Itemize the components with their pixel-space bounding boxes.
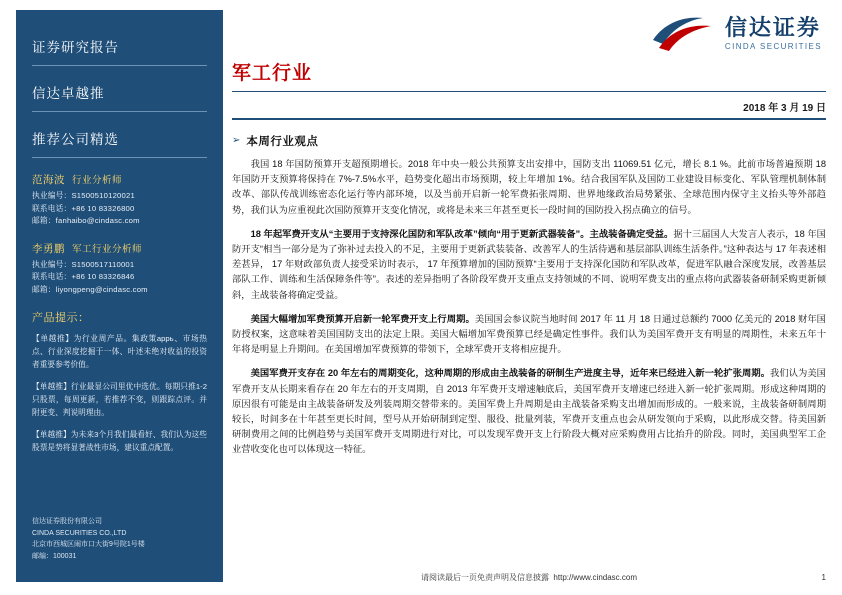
analyst-name: 范海波 <box>32 174 65 186</box>
sidebar-header <box>16 10 223 158</box>
paragraph-lead: 18 年起军费开支从“主要用于支持深化国防和军队改革”倾向“用于更新武器装备”。主战装备确定受益。 <box>250 228 674 239</box>
section-header <box>232 133 826 149</box>
sidebar-subtitle: 信达卓越推 <box>32 82 207 112</box>
website-url[interactable]: http://www.cindasc.com <box>553 573 638 582</box>
paragraph <box>232 312 826 358</box>
product-tips-title: 产品提示： <box>32 312 90 324</box>
disclaimer-note: 请阅读最后一页免责声明及信息披露 <box>420 573 549 582</box>
title-divider <box>232 91 826 92</box>
analyst-role: 行业分析师 <box>72 175 123 186</box>
report-date: 2018 年 3 月 19 日 <box>743 103 826 114</box>
analyst-name-row <box>32 241 207 256</box>
paragraph-text: 我们认为美国军费开支从长期来看存在 20 年左右的开支周期，自 2013 年军费开支增速触底后，美国军费开支增速已经进入新一轮扩张周期。形成这种周期的原因很有可能是由主战装备研发及列装周期交替带来的。美国军费上升周期是由主战装备采购支出增加而形成的。一般来说，主战装备研制周期较长，时间多在十年甚至更长时间，型号从开始研制到定型、服役、批量列装，军费开支重点也会从研发领向于采购，以此形成交替。待美国新研制费用之间的比例趋势与美国军费开支周期进行对比，可以发现军费开支上行阶段大概对应采购费用占比抬升的阶段。同时，美国典型军工企业营收变化也可以体现这一特征。 <box>232 368 826 455</box>
analyst-email[interactable]: 邮箱：fanhaibo@cindasc.com <box>32 216 140 225</box>
company-name-en: CINDA SECURITIES CO.,LTD <box>32 529 127 537</box>
company-address: 北京市西城区闹市口大街9号院1号楼 <box>32 541 145 548</box>
company-address-block <box>32 516 213 562</box>
product-tip: 【单越推】为行业周产品。集政策аррь、市场热点、行业深度挖掘于一体、叶述未绝对收益的投资者重要参考价值。 <box>32 334 207 369</box>
brand-name-cn: 信达证券 <box>724 15 821 41</box>
paragraph <box>232 157 826 218</box>
brand-name-en: CINDA SECURITIES <box>724 41 822 51</box>
paragraph <box>232 366 826 457</box>
paragraph-text: 据十三届国人大发言人表示，18 年国防开支“相当一部分是为了弥补过去投入的不足，主要用于更新武装装备、改善军人的生活待遇和基层部队训练生活条件。”这种表达与 17 年表述相差甚异， 17 年财政部负责人接受采访时表示， 17 年预算增加的国防预算“主要用于支持深化国防和军队改革，促进军队融合深度发展，改善基层部队工作、训练和生活保障条件等”。表述的差异指明了各阶段军费开支重点支持领域的不同、说明军费支出的重点将向武器装备研制采购更新倾斜，主战装备将确定受益。 <box>232 228 826 300</box>
analyst-name: 李勇鹏 <box>32 242 65 255</box>
product-tip: 【单越推】行业最显公司里优中选优。每期只推1-2只股票，每周更新，若推荐不变，则跟踪点评。并附更变、判说明理由。 <box>32 382 207 417</box>
sidebar-subtitle-2: 推荐公司精选 <box>32 128 207 158</box>
analyst-name-row <box>32 172 207 187</box>
sidebar <box>16 10 223 582</box>
main-content <box>232 10 826 467</box>
paragraph <box>232 227 826 303</box>
date-divider <box>232 118 826 120</box>
analyst-email[interactable]: 邮箱：liyongpeng@cindasc.com <box>32 284 148 294</box>
analyst-license: 执业编号：S1500517110001 <box>32 259 135 269</box>
page-number: 1 <box>821 573 826 582</box>
analyst-card <box>16 241 223 297</box>
company-name-cn: 信达证券股份有限公司 <box>32 518 102 525</box>
analyst-role: 军工行业分析师 <box>72 243 143 255</box>
company-postcode: 邮编：100031 <box>32 552 77 560</box>
page-title: 军工行业 <box>232 63 313 84</box>
paragraph-lead: 美国军费开支存在 20 年左右的周期变化，这种周期的形成由主战装备的研制生产进度主导，近年来已经进入新一轮扩张周期。 <box>250 368 771 379</box>
article-body <box>232 157 826 458</box>
analyst-card <box>16 172 223 228</box>
paragraph-lead: 美国大幅增加军费预算开启新一轮军费开支上行周期。 <box>250 313 475 324</box>
paragraph-text: 美国国会参议院当地时间 2017 年 11 月 18 日通过总额约 7000 亿美元的 2018 财年国防授权案，这意味着美国国防支出的法定上限。美国大幅增加军费预算已经是确定性事件。我们认为美国军费开支有明显的周期性，未来五年十年将是明显上升期间。在美国增加军费预算的带领下，全球军费开支将相应提升。 <box>232 313 826 355</box>
analyst-phone: 联系电话：+86 10 83326846 <box>32 272 135 281</box>
analyst-license: 执业编号：S1500510120021 <box>32 191 135 200</box>
analyst-phone: 联系电话：+86 10 83326800 <box>32 203 135 213</box>
sidebar-title: 证券研究报告 <box>32 36 207 66</box>
section-title: 本周行业观点 <box>246 136 319 148</box>
product-tip: 【单越推】为未来3个月我们最看好、我们认为这些股票是势将显著战性市场，建议重点配置。 <box>32 430 207 452</box>
page-footer <box>232 572 826 583</box>
paragraph-text: 我国 18 年国防预算开支超预期增长。2018 年中央一般公共预算支出安排中，国防支出 11069.51 亿元，增长 8.1 %。此前市场普遍预期 18 年国防开支预算将保持在 7%-7.5%水平，趋势变化超出市场预期，较上年增加 1%。结合我国军队及国防工业建设目标变化、军队管理机制体制改革、部队传战训练密态化运行等内部环境，以及当前开启新一轮军费拓张周期、世界地缘政治局势紧张、全球范围内保守主义抬头等外部趋势，我们认为应重视此次国防预算开支变化情况，或将是未来三年甚至更长一段时间的国防投入拐点确立的信号。 <box>232 159 826 215</box>
arrow-right-icon: ➢ <box>232 135 241 146</box>
